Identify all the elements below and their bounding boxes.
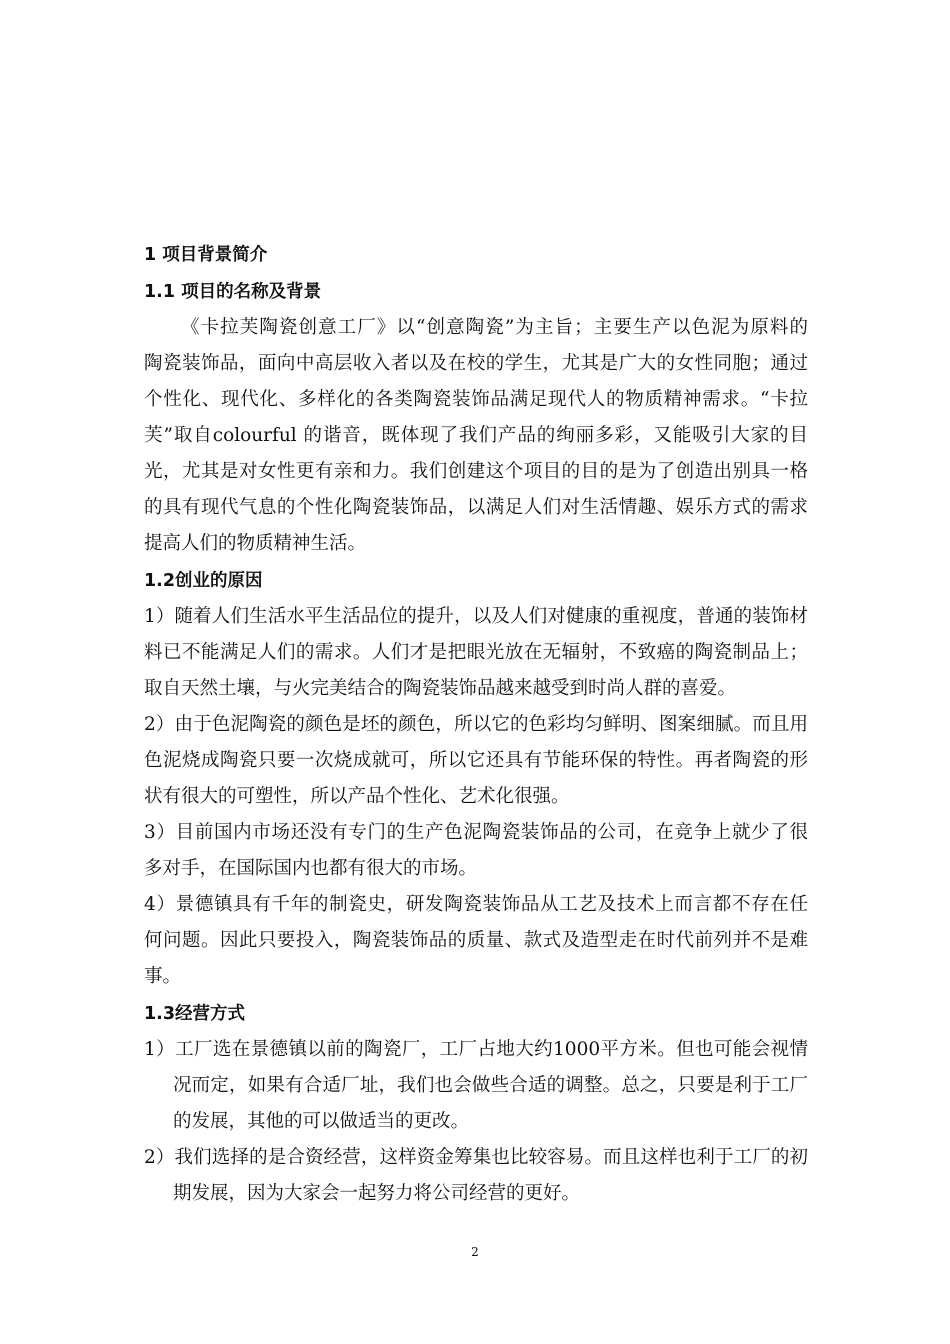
list-item-line: 取自天然土壤，与火完美结合的陶瓷装饰品越来越受到时尚人群的喜爱。	[144, 678, 737, 699]
list-item-line: 期发展，因为大家会一起努力将公司经营的更好。	[173, 1183, 581, 1204]
section-1-2-heading: 1.2创业的原因	[144, 571, 263, 591]
section-1-3-heading: 1.3经营方式	[144, 1004, 246, 1024]
paragraph-line: 光，尤其是对女性更有亲和力。我们创建这个项目的目的是为了创造出别具一格	[144, 461, 808, 482]
list-item-line: 状有很大的可塑性，所以产品个性化、艺术化很强。	[144, 786, 570, 807]
list-item-line: 4）景德镇具有千年的制瓷史，研发陶瓷装饰品从工艺及技术上而言都不存在任	[144, 894, 808, 915]
paragraph-line: 芙”取自colourful 的谐音，既体现了我们产品的绚丽多彩，又能吸引大家的目	[144, 425, 808, 446]
list-item-line: 料已不能满足人们的需求。人们才是把眼光放在无辐射，不致癌的陶瓷制品上；	[144, 642, 808, 663]
list-item-line: 况而定，如果有合适厂址，我们也会做些合适的调整。总之，只要是利于工厂	[173, 1075, 808, 1096]
list-item-line: 何问题。因此只要投入，陶瓷装饰品的质量、款式及造型走在时代前列并不是难	[144, 930, 808, 951]
page-number: 2	[471, 1245, 479, 1259]
list-item-line: 2）我们选择的是合资经营，这样资金筹集也比较容易。而且这样也利于工厂的初	[144, 1147, 808, 1168]
list-item-line: 1）工厂选在景德镇以前的陶瓷厂，工厂占地大约1000平方米。但也可能会视情	[144, 1039, 808, 1060]
list-item-line: 色泥烧成陶瓷只要一次烧成就可，所以它还具有节能环保的特性。再者陶瓷的形	[144, 750, 808, 771]
paragraph-line: 的具有现代气息的个性化陶瓷装饰品，以满足人们对生活情趣、娱乐方式的需求	[144, 497, 808, 518]
section-1-heading: 1 项目背景简介	[144, 245, 268, 265]
list-item-line: 2）由于色泥陶瓷的颜色是坯的颜色，所以它的色彩均匀鲜明、图案细腻。而且用	[144, 714, 808, 735]
list-item-line: 3）目前国内市场还没有专门的生产色泥陶瓷装饰品的公司，在竞争上就少了很	[144, 822, 808, 843]
paragraph-line: 《卡拉芙陶瓷创意工厂》以“创意陶瓷”为主旨；主要生产以色泥为原料的	[181, 317, 808, 338]
paragraph-line: 提高人们的物质精神生活。	[144, 533, 367, 554]
paragraph-line: 个性化、现代化、多样化的各类陶瓷装饰品满足现代人的物质精神需求。“卡拉	[144, 389, 808, 410]
list-item-line: 1）随着人们生活水平生活品位的提升，以及人们对健康的重视度，普通的装饰材	[144, 606, 808, 627]
document-page	[144, 237, 808, 1212]
section-1-1-heading: 1.1 项目的名称及背景	[144, 282, 322, 302]
list-item-line: 的发展，其他的可以做适当的更改。	[173, 1111, 470, 1132]
paragraph-line: 陶瓷装饰品，面向中高层收入者以及在校的学生，尤其是广大的女性同胞；通过	[144, 353, 808, 374]
list-item-line: 多对手，在国际国内也都有很大的市场。	[144, 858, 478, 879]
list-item-line: 事。	[144, 966, 182, 987]
